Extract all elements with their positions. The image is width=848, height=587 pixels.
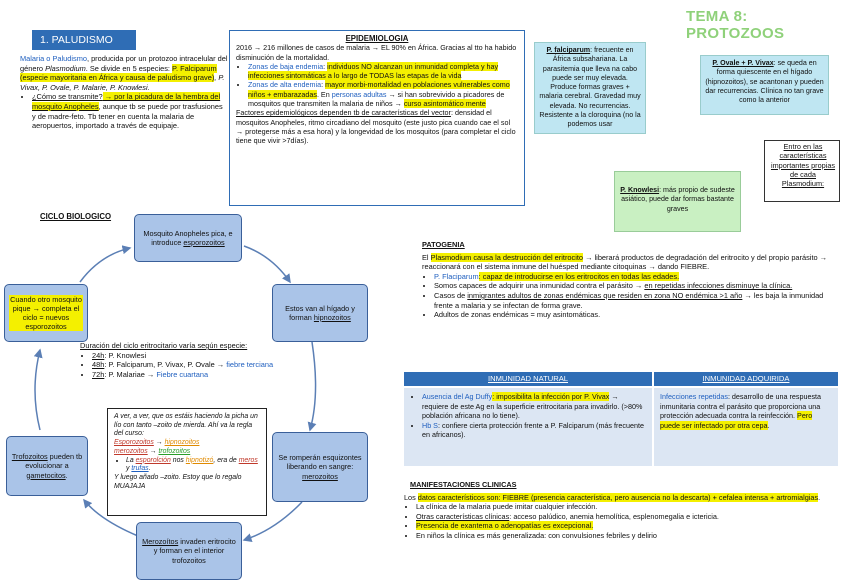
text: • En niños la clínica es más generalizada: con convulsiones febriles y delirio (416, 531, 838, 541)
epidemiology-title: EPIDEMIOLOGIA (345, 34, 409, 43)
clinical-manifestations (404, 480, 838, 541)
text: Presencia de exantema o adenopatías es excepcional. (416, 521, 594, 531)
low-endemia-highlight: individuos NO alcanzan un inmunidad completa y hay infecciones sintomáticas a lo largo de TODAS las etapas de la vida (248, 61, 499, 81)
arrow (244, 246, 290, 282)
text: P. falciparum (546, 46, 591, 54)
text: Plasmodium causa la destrucción del eritrocito (430, 252, 584, 262)
arrow (80, 248, 130, 282)
text: meros (238, 456, 258, 464)
text: Somos capaces de adquirir una inmunidad contra el parásito → (434, 281, 645, 291)
cycle-node-new-mosquito (4, 284, 88, 342)
text: Los (404, 492, 418, 502)
text: esporolción (135, 456, 171, 464)
text: . (767, 420, 770, 430)
text: : frecuente en África subsahariana. La parasitemia que lleva na cabo puede ser muy elevada. Produce formas graves + malaria cerebral. Gravedad muy elevada. No recurrencias. Resistente a la cloroquina (no la podemos usar (539, 46, 641, 129)
text: Hb S (422, 420, 438, 430)
text: A ver, a ver, que os estáis haciendo la picha un lío con tanto –zoito de mierda. Ahí va la regla del curso: (114, 413, 258, 438)
text: . Se divide en 5 especies: (85, 63, 173, 73)
text: → requiere de este Ag en la superficie eritrocitaria para invadirlo. (>80% población africana no lo tiene). (422, 392, 643, 420)
text: → si han sobrevivido a picadores de mosquitos que transmiten la malaria de niños → (248, 89, 505, 109)
text: P. Flaciparum (434, 271, 479, 281)
high-endemia-highlight: mayor morbi-mortalidad en poblaciones vulnerables como niños + embarazadas (248, 80, 510, 99)
text: datos característicos son: FIEBRE (presencia característica, pero ausencia no la descarta) + cefalea intensa + artromialgias (417, 492, 819, 502)
text: : desarrollo de una respuesta inmunitaria contra el parásito que proporciona una protección adecuada contra la reinfección. (660, 392, 822, 420)
text: invaden eritrocito y forman en el interior trofozoitos (153, 537, 236, 565)
text: : más propio de sudeste asiático, puede dar formas bastante graves (621, 186, 735, 213)
text: , producida por un protozoo intracelular del género (20, 54, 228, 73)
text: : imposibilita la infección por P. Vivax (492, 392, 610, 401)
immunity-table (404, 372, 838, 466)
cycle-node-schizonts (272, 432, 368, 502)
natural-immunity-cell (404, 388, 652, 466)
text: : confiere cierta protección frente a P. Falciparum (más frecuente en africanos). (422, 420, 644, 439)
text: • La clínica de la malaria puede imitar cualquier infección. (416, 502, 838, 512)
cycle-node-merozoites (136, 522, 242, 580)
text: Estos van al hígado y forman (285, 303, 355, 322)
entro-note: Entro en las características importantes propias de cada Plasmodium: (770, 142, 836, 189)
text: : se queda en forma quiescente en el hígado (hipnozoitos), se acantonan y pueden dar recurrencias. Clínica no tan grave como la anterior (705, 59, 824, 105)
text: : P. Falciparum, P. Vivax, P. Ovale → (104, 360, 227, 369)
text: 72h (92, 369, 105, 379)
epidemiology-box: EPIDEMIOLOGIA 2016 → 216 millones de casos de malaria → EL 90% en África. Gracias al tto ha habido disminución de la mortalidad. • Zonas de baja endemia: individuos NO alcanzan un inmunidad completa y hay infecciones sintomáticas a lo largo de TODAS las etapas de la vida • Zonas de alta endemia: mayor morbi-mortalidad en poblaciones vulnerables como niños + embarazadas. En personas adultas → si han sobrevivido a picadores de mosquitos que transmiten la malaria de niños → curso asintomático mente Factores epidemiológicos dependen tb de características del vector: densidad el mosquitos Anopheles, ritmo circadiano del mosquito (este justo pica cuando cae el sol → protegerse más a esa hora) y la longevidad de los mosquitos (para completar el ciclo tiene que vivir >7días). (229, 30, 525, 206)
text: P. Ovale + P. Vivax (712, 59, 774, 67)
text: personas adultas (331, 89, 387, 99)
text: . En (316, 89, 332, 99)
text: La (126, 456, 136, 464)
text: . (818, 492, 821, 502)
text: trufas (131, 465, 149, 473)
cycle-node-mosquito (134, 214, 242, 262)
text: • Adultos de zonas endémicas = muy asintomáticas. (434, 310, 838, 320)
text: esporozoitos (183, 238, 225, 247)
text: Trofozoitos (11, 452, 48, 462)
text: merozoitos (114, 447, 148, 455)
text: fiebre terciana (226, 360, 274, 369)
section-header: 1. PALUDISMO (32, 30, 136, 50)
text: P. Knowlesi (620, 186, 660, 194)
arrow (35, 350, 40, 430)
text: Esporozoitos (114, 439, 154, 447)
text: Pero puede ser infectado por otra cepa (660, 411, 813, 430)
text: Fiebre cuartana (156, 369, 209, 379)
text: Y luego añado –zoito. Estoy que lo regalo MUAJAJA (114, 473, 242, 490)
mnemonic-note (107, 408, 267, 516)
text: : P. Malariae → (104, 369, 157, 379)
text: . (65, 470, 68, 480)
natural-immunity-header: INMUNIDAD NATURAL (404, 372, 652, 386)
text: → (147, 447, 159, 455)
factors-heading: Factores epidemiológicos dependen tb de características del vector (236, 108, 451, 118)
malaria-name: Malaria o Paludismo (20, 54, 87, 63)
pathogenesis-section (422, 240, 838, 320)
high-endemia-label: Zonas de alta endemia (248, 80, 322, 90)
text: Mosquito Anopheles pica, e introduce (143, 228, 233, 247)
text: 24h (92, 350, 105, 360)
text: hipnozoitos (164, 439, 200, 447)
text: hipnozoitos (313, 313, 351, 322)
cycle-node-liver (272, 284, 368, 342)
text: merozoitos (302, 471, 338, 481)
text: . (148, 465, 151, 473)
text: hipnotizó (185, 456, 214, 464)
low-endemia-label: Zonas de baja endemia (248, 61, 324, 71)
text: → les baja la inmunidad frente a malaria y se infectan de forma grave. (434, 290, 824, 310)
text: El (422, 252, 431, 262)
cycle-duration (80, 341, 310, 379)
arrow (310, 342, 316, 430)
text: Merozoítos (142, 537, 179, 547)
epi-intro: 2016 → 216 millones de casos de malaria → EL 90% en África. Gracias al tto ha habido disminución de la mortalidad. (236, 43, 517, 62)
text: gametocitos (26, 470, 66, 480)
text: curso asintomático mente (403, 99, 486, 109)
text: 48h (92, 360, 105, 369)
text: Duración del ciclo eritrocitario varía según especie: (80, 341, 248, 350)
text: inmigrantes adultos de zonas endémicas que residen en zona NO endémica >1 año (467, 290, 743, 300)
pathogenesis-title: PATOGENIA (422, 240, 465, 249)
cycle-title: CICLO BIOLOGICO (40, 212, 112, 221)
text: , P. Vivax, P. Ovale, P. Malarie, P. Knowlesi. (20, 73, 225, 92)
text: Infecciones repetidas (660, 392, 728, 401)
text: : densidad el mosquitos Anopheles, ritmo circadiano del mosquito (este justo pica cuando cae el sol → protegerse más a esa hora) y la longevidad de los mosquitos (para completar el ciclo tiene que vivir >7días). (236, 108, 516, 146)
text: Cuando otro mosquito pique → completa el ciclo = nuevos esporozoitos (10, 294, 82, 332)
text: nos (170, 456, 186, 464)
text: Se romperán esquizontes liberando en sangre: (278, 453, 362, 472)
text: : acceso palúdico, anemia hemolítica, esplenomegalia e ictericia. (509, 511, 719, 521)
text: : capaz de introducirse en los eritrocitos en todas las edades. (478, 271, 680, 281)
text: → (153, 439, 165, 447)
text: pueden tb evolucionar a (25, 452, 83, 471)
text: Otras características clínicas (416, 511, 510, 521)
text: Ausencia del Ag Duffy (422, 392, 493, 401)
transmission-highlight: → por la picadura de la hembra del mosquito Anopheles (32, 92, 221, 111)
cycle-node-trophozoites (6, 436, 88, 496)
manifestations-title: MANIFESTACIONES CLINICAS (410, 480, 517, 489)
text: Casos de (434, 290, 468, 300)
falciparum-highlight: P. Falciparum (especie mayoritaria en África y causa de paludismo grave) (20, 63, 217, 83)
text: en repetidas infecciones disminuye la clínica. (644, 281, 793, 291)
acquired-immunity-cell (654, 388, 838, 466)
text: , era de (213, 456, 239, 464)
topic-title: TEMA 8: PROTOZOOS (686, 8, 785, 42)
text: : P. Knowlesi (104, 350, 147, 360)
acquired-immunity-header: INMUNIDAD ADQUIRIDA (654, 372, 838, 386)
text: y (126, 465, 132, 473)
text: trofozoitos (158, 447, 191, 455)
text: Plasmodium (45, 63, 86, 73)
text: , aunque tb se puede por trasfusiones y de madre-feto. Tb tener en cuenta la malaria de aeropuertos, importado a través de equipaje. (32, 101, 223, 131)
transmission-question: ¿Cómo se transmite? (32, 92, 103, 102)
text: → liberará productos de degradación del eritrocito y del propio parásito → reaccionará con el sistema inmune del huésped mediante citoquinas → dando FIEBRE. (422, 252, 828, 272)
